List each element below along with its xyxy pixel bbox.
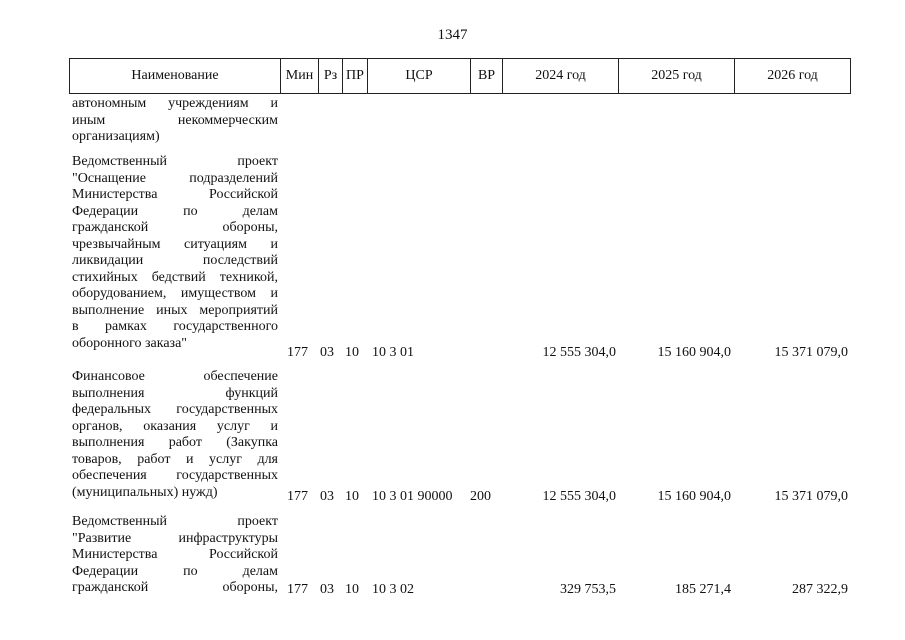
header-2026: 2026 год bbox=[767, 68, 818, 83]
cell-2026: 15 371 079,0 bbox=[774, 345, 848, 360]
table-row-name bbox=[72, 154, 278, 352]
table-header bbox=[69, 58, 851, 94]
name-line: иным некоммерческим bbox=[72, 112, 278, 128]
name-line: в рамках государственного bbox=[72, 319, 278, 334]
cell-min: 177 bbox=[287, 345, 308, 360]
cell-csr: 10 3 01 bbox=[372, 345, 414, 360]
cell-pr: 10 bbox=[345, 582, 359, 597]
name-line: выполнения функций bbox=[72, 385, 278, 401]
cell-csr: 10 3 02 bbox=[372, 582, 414, 597]
name-line: Министерства Российской bbox=[72, 187, 278, 202]
name-line: ликвидации последствий bbox=[72, 253, 278, 268]
name-line: Федерации по делам bbox=[72, 203, 278, 219]
name-line: оборудованием, имуществом и bbox=[72, 286, 278, 301]
cell-min: 177 bbox=[287, 489, 308, 504]
name-line: Финансовое обеспечение bbox=[72, 369, 278, 384]
cell-rz: 03 bbox=[320, 345, 334, 360]
cell-rz: 03 bbox=[320, 489, 334, 504]
cell-2026: 287 322,9 bbox=[792, 582, 848, 597]
header-pr: ПР bbox=[343, 59, 368, 93]
cell-pr: 10 bbox=[345, 345, 359, 360]
name-line: выполнения работ (Закупка bbox=[72, 435, 278, 450]
name-line: организациям) bbox=[72, 129, 160, 144]
name-line: автономным учреждениям и bbox=[72, 96, 278, 111]
name-line: гражданской обороны, bbox=[72, 580, 278, 595]
cell-2026: 15 371 079,0 bbox=[774, 489, 848, 504]
name-line: Министерства Российской bbox=[72, 547, 278, 562]
table-row-name bbox=[72, 369, 278, 501]
cell-rz: 03 bbox=[320, 582, 334, 597]
name-line: Федерации по делам bbox=[72, 563, 278, 579]
header-min: Мин bbox=[281, 59, 319, 93]
name-line: выполнение иных мероприятий bbox=[72, 302, 278, 318]
name-line: "Развитие инфраструктуры bbox=[72, 530, 278, 546]
header-csr: ЦСР bbox=[368, 59, 471, 93]
header-2024: 2024 год bbox=[503, 59, 619, 93]
name-line: чрезвычайным ситуациям и bbox=[72, 236, 278, 252]
name-line: оборонного заказа" bbox=[72, 335, 188, 351]
cell-min: 177 bbox=[287, 582, 308, 597]
cell-vr: 200 bbox=[470, 489, 491, 504]
cell-2025: 15 160 904,0 bbox=[657, 489, 731, 504]
header-vr: ВР bbox=[471, 59, 503, 93]
name-line: "Оснащение подразделений bbox=[72, 170, 278, 186]
name-line: (муниципальных) нужд) bbox=[72, 484, 218, 500]
name-line: обеспечения государственных bbox=[72, 468, 278, 483]
name-line: Ведомственный проект bbox=[72, 154, 278, 169]
name-line: товаров, работ и услуг для bbox=[72, 451, 278, 467]
header-2025: 2025 год bbox=[619, 59, 735, 93]
table-row-name bbox=[72, 96, 278, 146]
cell-pr: 10 bbox=[345, 489, 359, 504]
cell-csr: 10 3 01 90000 bbox=[372, 489, 453, 504]
name-line: гражданской обороны, bbox=[72, 220, 278, 235]
cell-2024: 12 555 304,0 bbox=[542, 345, 616, 360]
cell-2025: 15 160 904,0 bbox=[657, 345, 731, 360]
name-line: федеральных государственных bbox=[72, 402, 278, 417]
cell-2024: 329 753,5 bbox=[560, 582, 616, 597]
name-line: Ведомственный проект bbox=[72, 514, 278, 529]
name-line: органов, оказания услуг и bbox=[72, 418, 278, 434]
header-name: Наименование bbox=[70, 59, 281, 93]
page-number: 1347 bbox=[437, 27, 468, 43]
name-line: стихийных бедствий техникой, bbox=[72, 269, 278, 285]
header-rz: Рз bbox=[319, 59, 343, 93]
cell-2025: 185 271,4 bbox=[675, 582, 731, 597]
cell-2024: 12 555 304,0 bbox=[542, 489, 616, 504]
table-row-name bbox=[72, 514, 278, 597]
